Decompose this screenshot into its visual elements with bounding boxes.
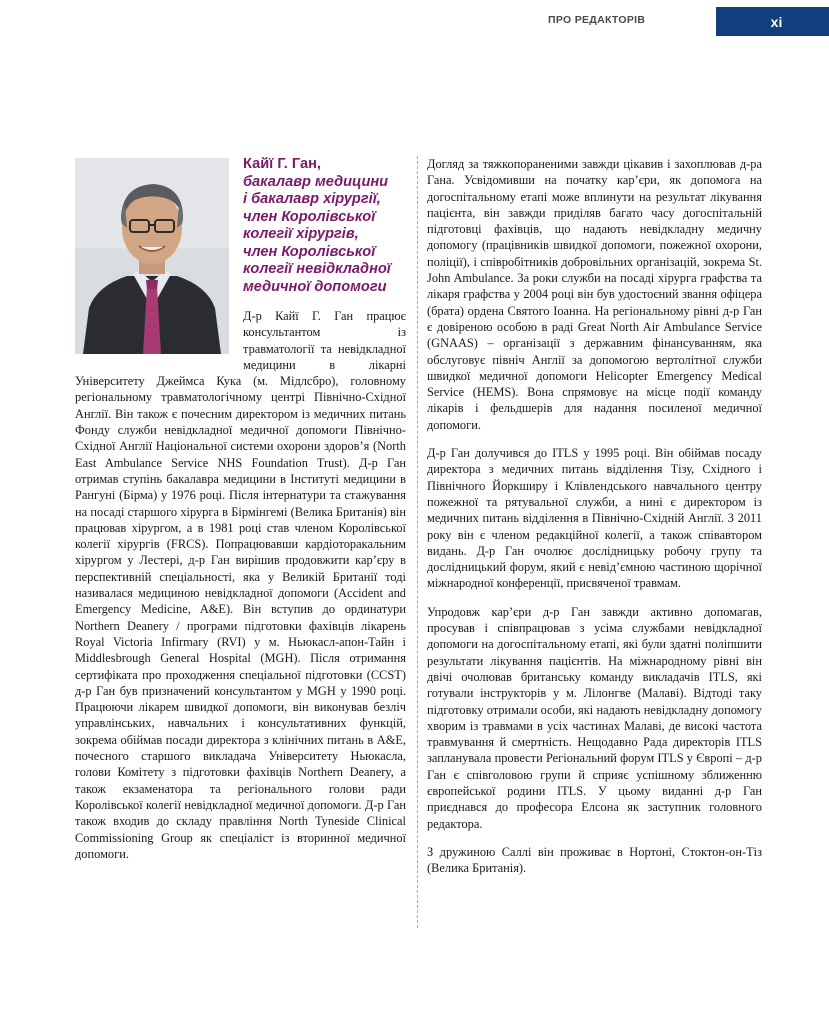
page-number-tab: xi <box>716 7 829 36</box>
bio-paragraph: Упродовж кар’єри д-р Ган завжди активно допомагав, просував і співпрацював з усіма службами невідкладної допомоги на догоспітальному етапі, які були здатні поліпшити результати лікування пацієнтів. На міжнародному рівні він двічі очолював британську команду викладачів ITLS, які готували інструкторів у м. Лілонгве (Малаві). Відтоді таку підготовку отримали особи, які надають невідкладну допомогу хворим із травмами в усіх частинах Малаві, де високі частота травмування й смертність. Нещодавно Рада директорів ITLS запланувала провести Регіональний форум ITLS у Європі – д-р Ган є співголовою групи й сприяє успішному зближенню європейської родини ITLS. У цьому виданні д-р Ган приєднався до професора Елсона як заступник головного редактора. <box>427 604 762 831</box>
editor-portrait-photo <box>75 158 229 354</box>
editor-name: Кайї Г. Ган, <box>243 156 321 172</box>
bio-paragraph: Д-р Кайї Г. Ган працює консультантом із травматології та невідкладної медицини в лікарні Університету Джеймса Кука (м. Мідлсбро), головному регіональному травматологічному центрі Північно-Східної Англії. Він також є почесним директором із медичних питань Фонду служби невідкладної медичної допомоги Північно-Східної Англії Національної системи охорони здоров’я (North East Ambulance Service NHS Foundation Trust). Д-р Ган отримав ступінь бакалавра медицини в Інституті медицини в Рангуні (Бірма) у 1976 році. Після інтернатури та стажування на посаді старшого хірурга в Бірмінгемі (Велика Британія) він працював хірургом, а в 1981 році став членом Королівської колегії хірургів (FRCS). Попрацювавши кардіоторакальним хірургом у Лестері, д-р Ган вирішив продовжити кар’єру в перспективній спеціальності, яка у Великій Британії тоді називалася медициною невідкладної допомоги (Accident and Emergency Medicine, A&E). Він вступив до ординатури Northern Deanery / програми підготовки фахівців лікарень Royal Victoria Infirmary (RVI) у м. Ньюкасл-апон-Тайн і Middlesbrough General Hospital (MGH). Після отримання сертифіката про проходження спеціальної підготовки (CCST) д-р Ган був призначений консультантом у MGH у 1990 році. Працюючи лікарем швидкої допомоги, він виконував безліч управлінських, навчальних і консультативних функцій, зокрема обіймав посади директора з клінічних питань в A&E, почесного старшого викладача Університету Ньюкасла, голови Комітету з підготовки фахівців Northern Deanery, а також екзаменатора та регіонального голови ради Королівської колегії невідкладної медичної допомоги. Д-р Ган також входив до складу правління North Tyneside Clinical Commissioning Group як спеціаліст із вторинної медичної допомоги. <box>75 309 406 861</box>
degree-line: член Королівської <box>243 208 376 225</box>
bio-paragraph: З дружиною Саллі він проживає в Нортоні, Стоктон-он-Тіз (Велика Британія). <box>427 844 762 876</box>
degree-line: медичної допомоги <box>243 278 387 295</box>
running-head-section: ПРО РЕДАКТОРІВ <box>548 14 646 26</box>
degree-line: колегії невідкладної <box>243 261 391 277</box>
portrait-photo-icon <box>75 158 229 354</box>
right-column <box>427 156 762 876</box>
bio-paragraph: Д-р Ган долучився до ITLS у 1995 році. Він обіймав посаду директора з медичних питань відділення Тізу, Східного і Північного Йоркширу і Клівлендського навчального центру пожежної та рятувальної служби, а нині є директором із медичних питань відділення в Північно-Східній Англії. З 2011 року він є членом редакційної колегії, а також співавтором видань. Д-р Ган очолює дослідницьку робочу групу та дослідницький форум, який є невід’ємною частиною щорічної міжнародної конференції, присвяченої травмам. <box>427 446 762 591</box>
degree-line: бакалавр медицини <box>243 173 389 190</box>
left-column <box>75 156 406 862</box>
degree-line: і бакалавр хірургії, <box>243 191 381 207</box>
bio-paragraph: Догляд за тяжкопораненими завжди цікавив і захоплював д-ра Гана. Усвідомивши на початку кар’єри, як допомога на догоспітальному етапі може вплинути на результат лікування пацієнта, він завжди приділяв багато часу догоспітальній підготовці фахівців, що надають невідкладну медичну допомогу (працівників швидкої допомоги, пожежної охорони, поліції), і співробітників добровільних організацій, зокрема St. John Ambulance. За роки служби на посаді хірурга графства та лікаря графства у 2004 році він був удостоєний звання офіцера (брата) ордена Святого Іоанна. На регіональному рівні д-р Ган є довіреною особою в раді Great North Air Ambulance Service (GNAAS) – організації з державним фінансуванням, яка обслуговує північ Англії за допомогою вертолітної служби швидкої медичної допомоги Helicopter Emergency Medical Service (HEMS). Вона спрямовує на місце події команду лікарів і фельдшерів для надання посиленої медичної допомоги. <box>427 157 762 432</box>
degree-line: член Королівської <box>243 243 376 260</box>
column-divider <box>417 156 418 928</box>
degree-line: колегії хірургів, <box>243 226 359 242</box>
